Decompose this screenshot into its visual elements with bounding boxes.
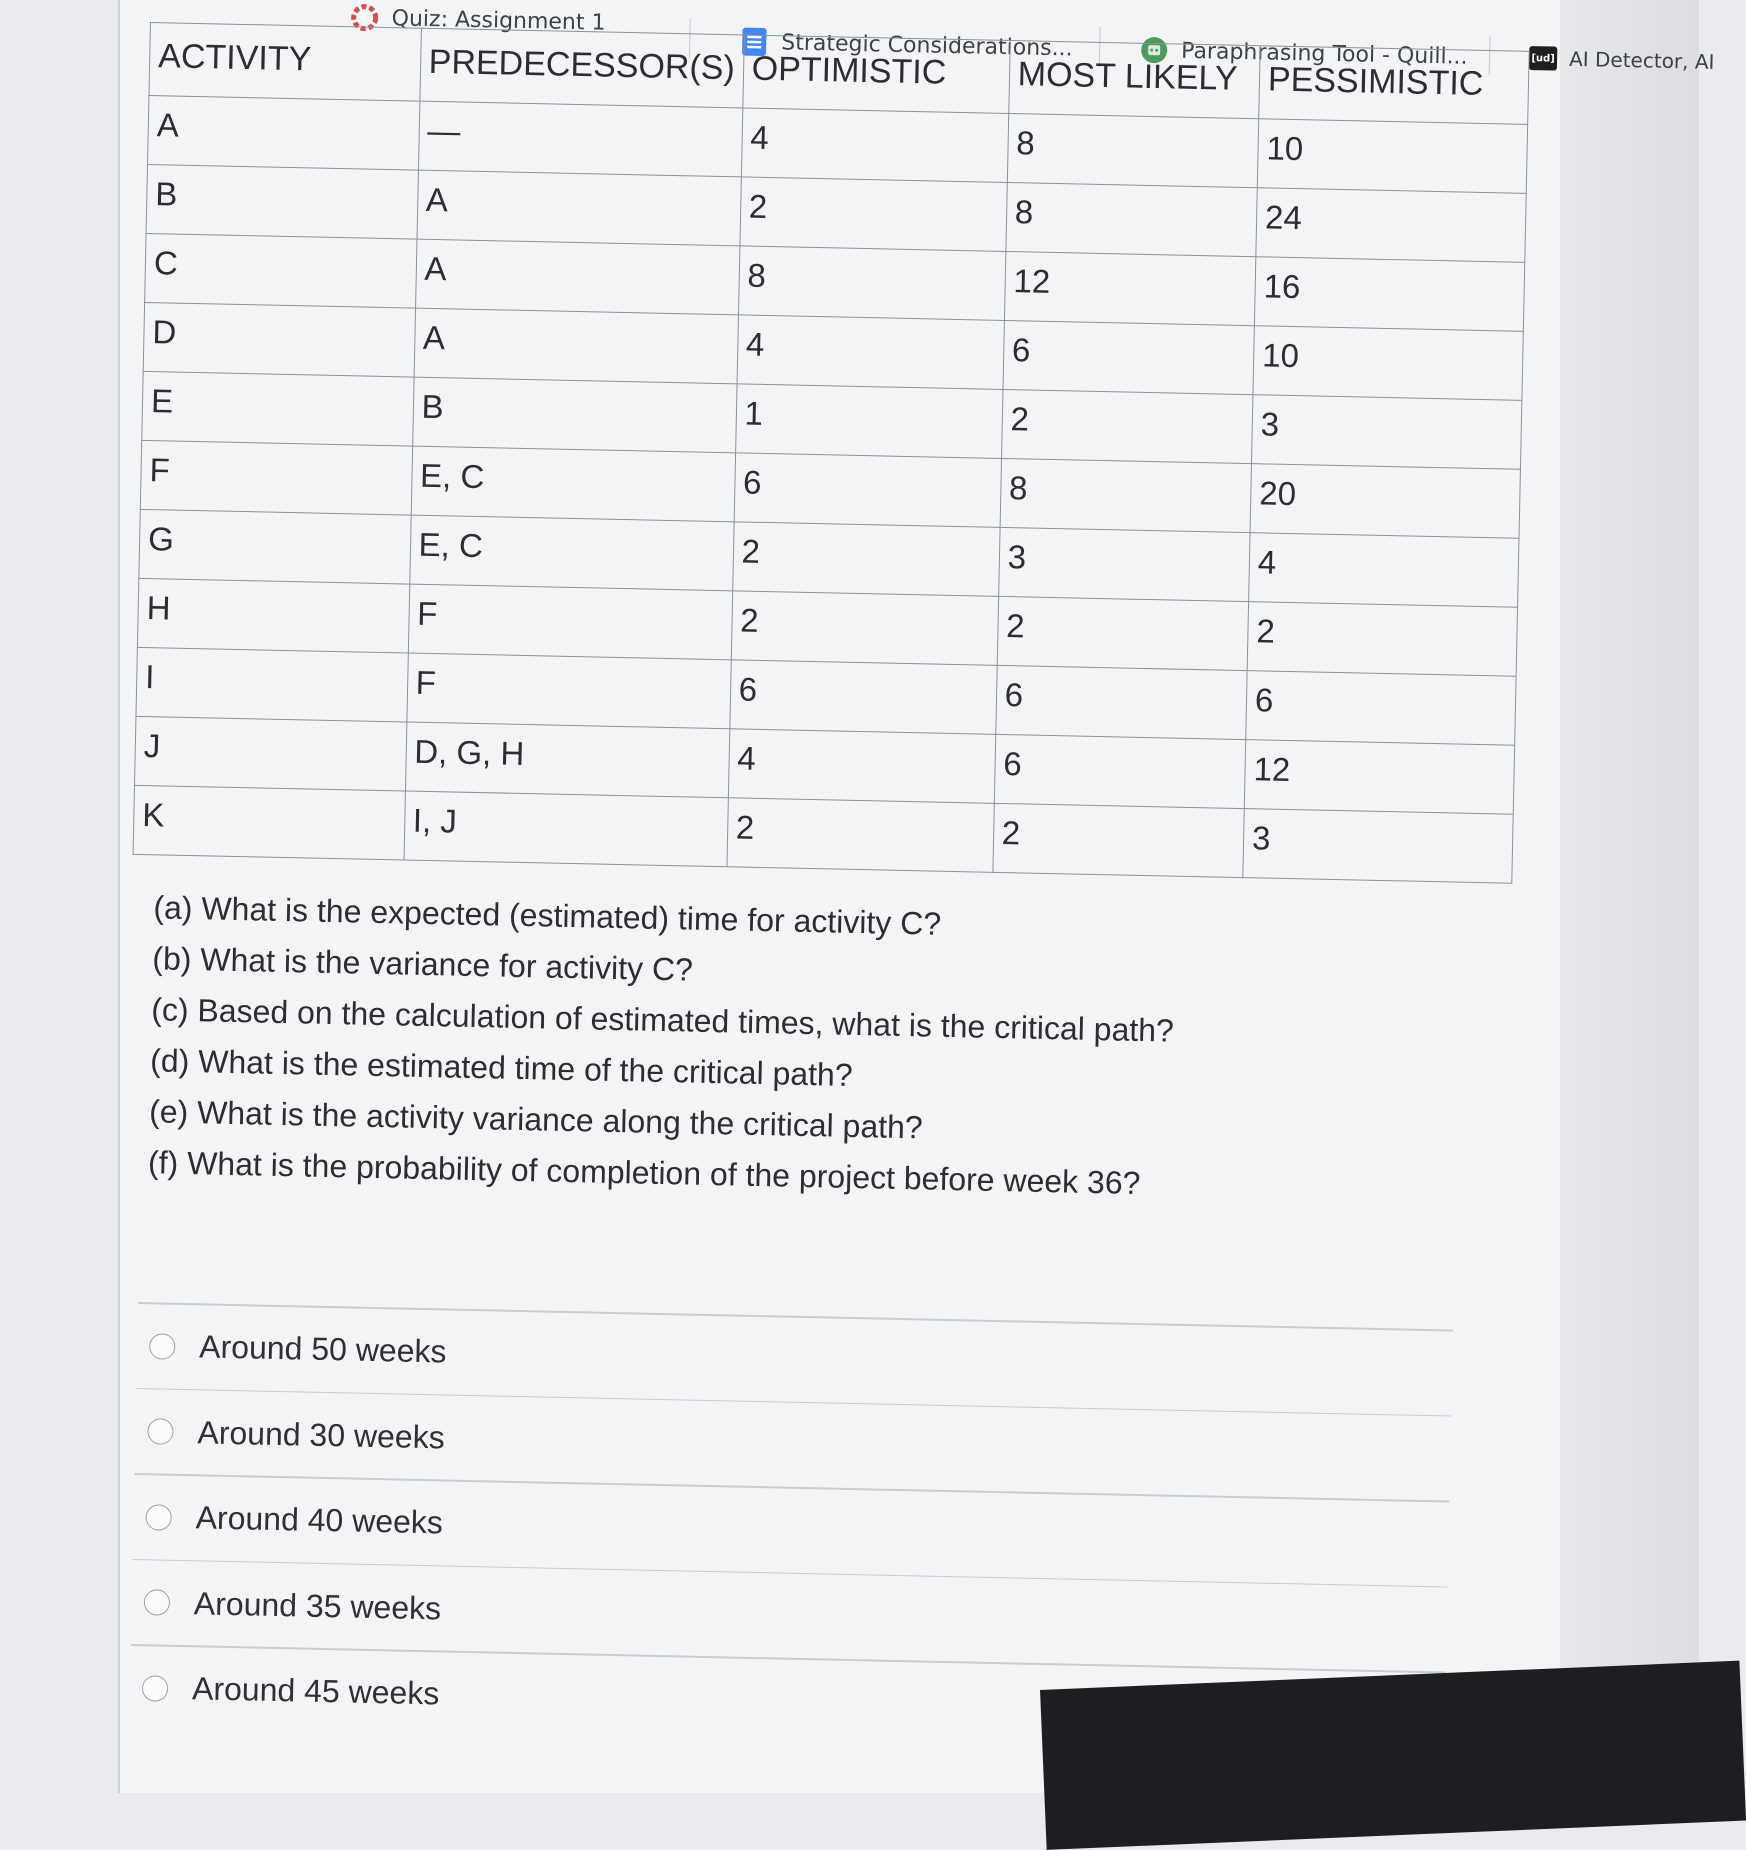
cell-optimistic: 6 xyxy=(729,660,996,735)
cell-predecessors: I, J xyxy=(404,791,728,867)
cell-pessimistic: 4 xyxy=(1249,533,1519,608)
cell-activity: K xyxy=(133,785,405,860)
cell-predecessors: — xyxy=(418,101,742,177)
cell-predecessors: B xyxy=(412,377,736,453)
cell-activity: A xyxy=(148,95,420,170)
answer-label: Around 40 weeks xyxy=(195,1499,444,1541)
cell-most-likely: 2 xyxy=(997,596,1249,670)
header-most-likely: MOST LIKELY xyxy=(1008,41,1260,119)
cell-optimistic: 2 xyxy=(740,177,1007,252)
cell-predecessors: D, G, H xyxy=(405,722,729,798)
tab-quiz-label: Quiz: Assignment 1 xyxy=(391,5,606,36)
cell-optimistic: 4 xyxy=(728,729,995,804)
answer-label: Around 45 weeks xyxy=(191,1670,440,1712)
activity-table xyxy=(133,22,1530,884)
cell-most-likely: 2 xyxy=(993,803,1245,877)
question-f: (f) What is the probability of completion of the project before week 36? xyxy=(147,1144,1141,1201)
cell-most-likely: 6 xyxy=(994,734,1246,808)
cell-most-likely: 6 xyxy=(995,665,1247,739)
tab-paraphrasing-label: Paraphrasing Tool - Quill... xyxy=(1180,38,1468,70)
quiz-question-sheet xyxy=(113,22,1530,1822)
tab-ai-detector[interactable] xyxy=(1529,36,1715,84)
cell-optimistic: 2 xyxy=(732,522,999,597)
cell-pessimistic: 3 xyxy=(1243,809,1513,884)
radio-button[interactable] xyxy=(149,1333,176,1360)
cell-pessimistic: 16 xyxy=(1254,257,1524,332)
radio-button[interactable] xyxy=(147,1418,174,1445)
cell-optimistic: 8 xyxy=(738,246,1005,321)
cell-predecessors: F xyxy=(408,584,732,660)
cell-pessimistic: 3 xyxy=(1251,395,1521,470)
cell-activity: B xyxy=(146,164,418,239)
cell-activity: F xyxy=(140,440,412,515)
question-a: (a) What is the expected (estimated) time for activity C? xyxy=(153,889,942,942)
window-edge xyxy=(1560,0,1699,1793)
cell-optimistic: 2 xyxy=(727,798,994,873)
cell-most-likely: 8 xyxy=(1006,182,1258,256)
tab-ai-detector-label: AI Detector, AI xyxy=(1568,46,1715,74)
cell-pessimistic: 20 xyxy=(1250,464,1520,539)
question-e: (e) What is the activity variance along the critical path? xyxy=(148,1093,924,1146)
cell-optimistic: 1 xyxy=(735,384,1002,459)
cell-pessimistic: 12 xyxy=(1244,740,1514,815)
cell-optimistic: 6 xyxy=(734,453,1001,528)
cell-optimistic: 4 xyxy=(741,108,1008,183)
answer-label: Around 50 weeks xyxy=(198,1328,447,1370)
cell-activity: D xyxy=(143,302,415,377)
cell-predecessors: A xyxy=(414,308,738,384)
cell-most-likely: 2 xyxy=(1001,389,1253,463)
table-body xyxy=(133,95,1528,883)
cell-activity: H xyxy=(137,578,409,653)
cell-pessimistic: 10 xyxy=(1257,119,1527,194)
cell-pessimistic: 24 xyxy=(1256,188,1526,263)
question-list xyxy=(148,882,1177,1209)
header-optimistic: OPTIMISTIC xyxy=(742,35,1010,114)
question-c: (c) Based on the calculation of estimated times, what is the critical path? xyxy=(150,991,1175,1049)
cell-most-likely: 6 xyxy=(1003,320,1255,394)
cell-pessimistic: 2 xyxy=(1247,602,1517,677)
radio-button[interactable] xyxy=(142,1675,169,1702)
ai-detector-icon: [ud] xyxy=(1529,46,1557,71)
question-d: (d) What is the estimated time of the critical path? xyxy=(149,1042,853,1093)
header-pessimistic: PESSIMISTIC xyxy=(1259,46,1530,125)
cell-activity: E xyxy=(142,371,414,446)
radio-button[interactable] xyxy=(145,1504,172,1531)
cell-predecessors: A xyxy=(417,170,741,246)
cell-most-likely: 8 xyxy=(1000,458,1252,532)
cell-predecessors: A xyxy=(415,239,739,315)
cell-most-likely: 3 xyxy=(998,527,1250,601)
cell-optimistic: 2 xyxy=(731,591,998,666)
radio-button[interactable] xyxy=(144,1589,171,1616)
cell-most-likely: 8 xyxy=(1007,113,1259,187)
cell-pessimistic: 6 xyxy=(1246,671,1516,746)
header-activity: ACTIVITY xyxy=(149,23,421,102)
cell-activity: I xyxy=(136,647,408,722)
desk-background xyxy=(1040,1661,1746,1850)
cell-activity: G xyxy=(139,509,411,584)
cell-activity: C xyxy=(145,233,417,308)
header-predecessors: PREDECESSOR(S) xyxy=(419,28,744,108)
cell-predecessors: E, C xyxy=(411,446,735,522)
cell-activity: J xyxy=(135,716,407,791)
answer-label: Around 30 weeks xyxy=(197,1413,446,1455)
cell-optimistic: 4 xyxy=(737,315,1004,390)
cell-pessimistic: 10 xyxy=(1253,326,1523,401)
cell-predecessors: E, C xyxy=(409,515,733,591)
cell-predecessors: F xyxy=(406,653,730,729)
question-b: (b) What is the variance for activity C? xyxy=(152,940,694,988)
cell-most-likely: 12 xyxy=(1004,251,1256,325)
answer-label: Around 35 weeks xyxy=(193,1584,442,1626)
tab-strategic-label: Strategic Considerations... xyxy=(781,29,1073,61)
